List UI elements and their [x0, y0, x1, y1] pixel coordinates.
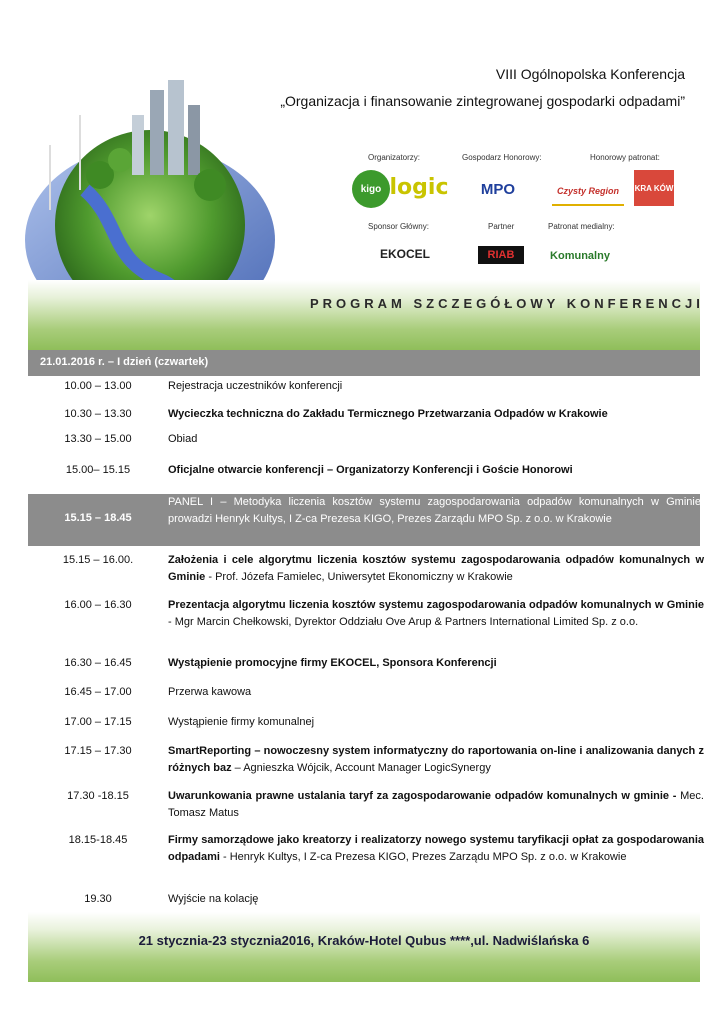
- row-description: Wystąpienie firmy komunalnej: [168, 716, 315, 728]
- riab-logo: RIAB: [478, 246, 524, 264]
- day-header: 21.01.2016 r. – I dzień (czwartek): [28, 350, 700, 376]
- organizers-label: Organizatorzy:: [368, 153, 421, 162]
- row-description: Obiad: [168, 433, 198, 445]
- ekocel-logo: EKOCEL: [379, 247, 430, 261]
- row-description: Wystąpienie promocyjne firmy EKOCEL, Sponsora Konferencji: [168, 657, 497, 669]
- logic-logo: logic: [389, 174, 449, 200]
- main-sponsor-label: Sponsor Główny:: [368, 222, 429, 231]
- kigo-logo: kigo: [352, 170, 390, 208]
- komunalny-logo: Komunalny: [550, 250, 610, 262]
- krakow-logo: KRA KÓW: [634, 170, 674, 206]
- host-label: Gospodarz Honorowy:: [462, 153, 542, 162]
- row-time: 16.45 – 17.00: [64, 686, 132, 698]
- partner-label: Partner: [488, 222, 515, 231]
- row-time: 13.30 – 15.00: [64, 433, 132, 445]
- program-title: PROGRAM SZCZEGÓŁOWY KONFERENCJI: [310, 296, 704, 311]
- row-time: 10.00 – 13.00: [64, 380, 132, 392]
- row-description: Firmy samorządowe jako kreatorzy i realizatorzy nowego systemu taryfikacji opłat za gospodarowania odpadami - Henryk Kultys, I Z-ca Prezesa KIGO, Prezes Zarządu MPO Sp. z o.o. w Krakowie: [168, 834, 704, 863]
- row-description: SmartReporting – nowoczesny system informatyczny do raportowania on-line i analizowania danych z różnych baz – Agnieszka Wójcik, Account Manager LogicSynergy: [168, 745, 704, 774]
- row-description: Założenia i cele algorytmu liczenia kosztów systemu zagospodarowania odpadów komunalnych w Gminie - Prof. Józefa Famielec, Uniwersytet Ekonomiczny w Krakowie: [168, 554, 704, 583]
- conference-subtitle: „Organizacja i finansowanie zintegrowanej gospodarki odpadami”: [280, 93, 685, 109]
- venue-footer: 21 stycznia-23 stycznia2016, Kraków-Hotel Qubus ****,ul. Nadwiślańska 6: [138, 933, 590, 948]
- program-banner: [28, 280, 700, 350]
- row-time: 16.30 – 16.45: [64, 657, 132, 669]
- row-time: 15.00– 15.15: [65, 464, 131, 476]
- row-description: Wyjście na kolację: [168, 893, 259, 905]
- row-time: 16.00 – 16.30: [64, 599, 132, 611]
- media-label: Patronat medialny:: [548, 222, 615, 231]
- row-time: 10.30 – 13.30: [64, 408, 132, 420]
- row-time: 17.15 – 17.30: [64, 745, 132, 757]
- row-time: 19.30: [84, 893, 112, 905]
- row-time: 17.00 – 17.15: [64, 716, 132, 728]
- patronage-label: Honorowy patronat:: [590, 153, 660, 162]
- row-description: Rejestracja uczestników konferencji: [168, 380, 343, 392]
- row-description: PANEL I – Metodyka liczenia kosztów systemu zagospodarowania odpadów komunalnych w Gminie, prowadzi Henryk Kultys, I Z-ca Prezesa KIGO, Prezes Zarządu MPO Sp. z o.o. w Krakowie: [168, 496, 704, 525]
- row-description: Wycieczka techniczna do Zakładu Termicznego Przetwarzania Odpadów w Krakowie: [168, 408, 608, 420]
- mpo-logo: MPO: [480, 180, 516, 198]
- row-description: Prezentacja algorytmu liczenia kosztów systemu zagospodarowania odpadów komunalnych w Gminie - Mgr Marcin Chełkowski, Dyrektor Oddziału Ove Arup & Partners International Limited Sp. z o.o.: [168, 599, 704, 628]
- row-time: 15.15 – 16.00.: [62, 554, 134, 566]
- czysty-region-logo: Czysty Region: [552, 178, 624, 206]
- conference-title: VIII Ogólnopolska Konferencja: [495, 66, 685, 82]
- panel-row: [28, 494, 704, 546]
- row-time: 18.15-18.45: [68, 834, 128, 846]
- row-description: Oficjalne otwarcie konferencji – Organizatorzy Konferencji i Goście Honorowi: [168, 464, 573, 476]
- row-description: Przerwa kawowa: [168, 686, 252, 698]
- row-description: Uwarunkowania prawne ustalania taryf za zagospodarowanie odpadów komunalnych w gminie - Mec. Tomasz Matus: [168, 790, 704, 819]
- row-time: 17.30 -18.15: [67, 790, 129, 802]
- row-time: 15.15 – 18.45: [64, 512, 132, 524]
